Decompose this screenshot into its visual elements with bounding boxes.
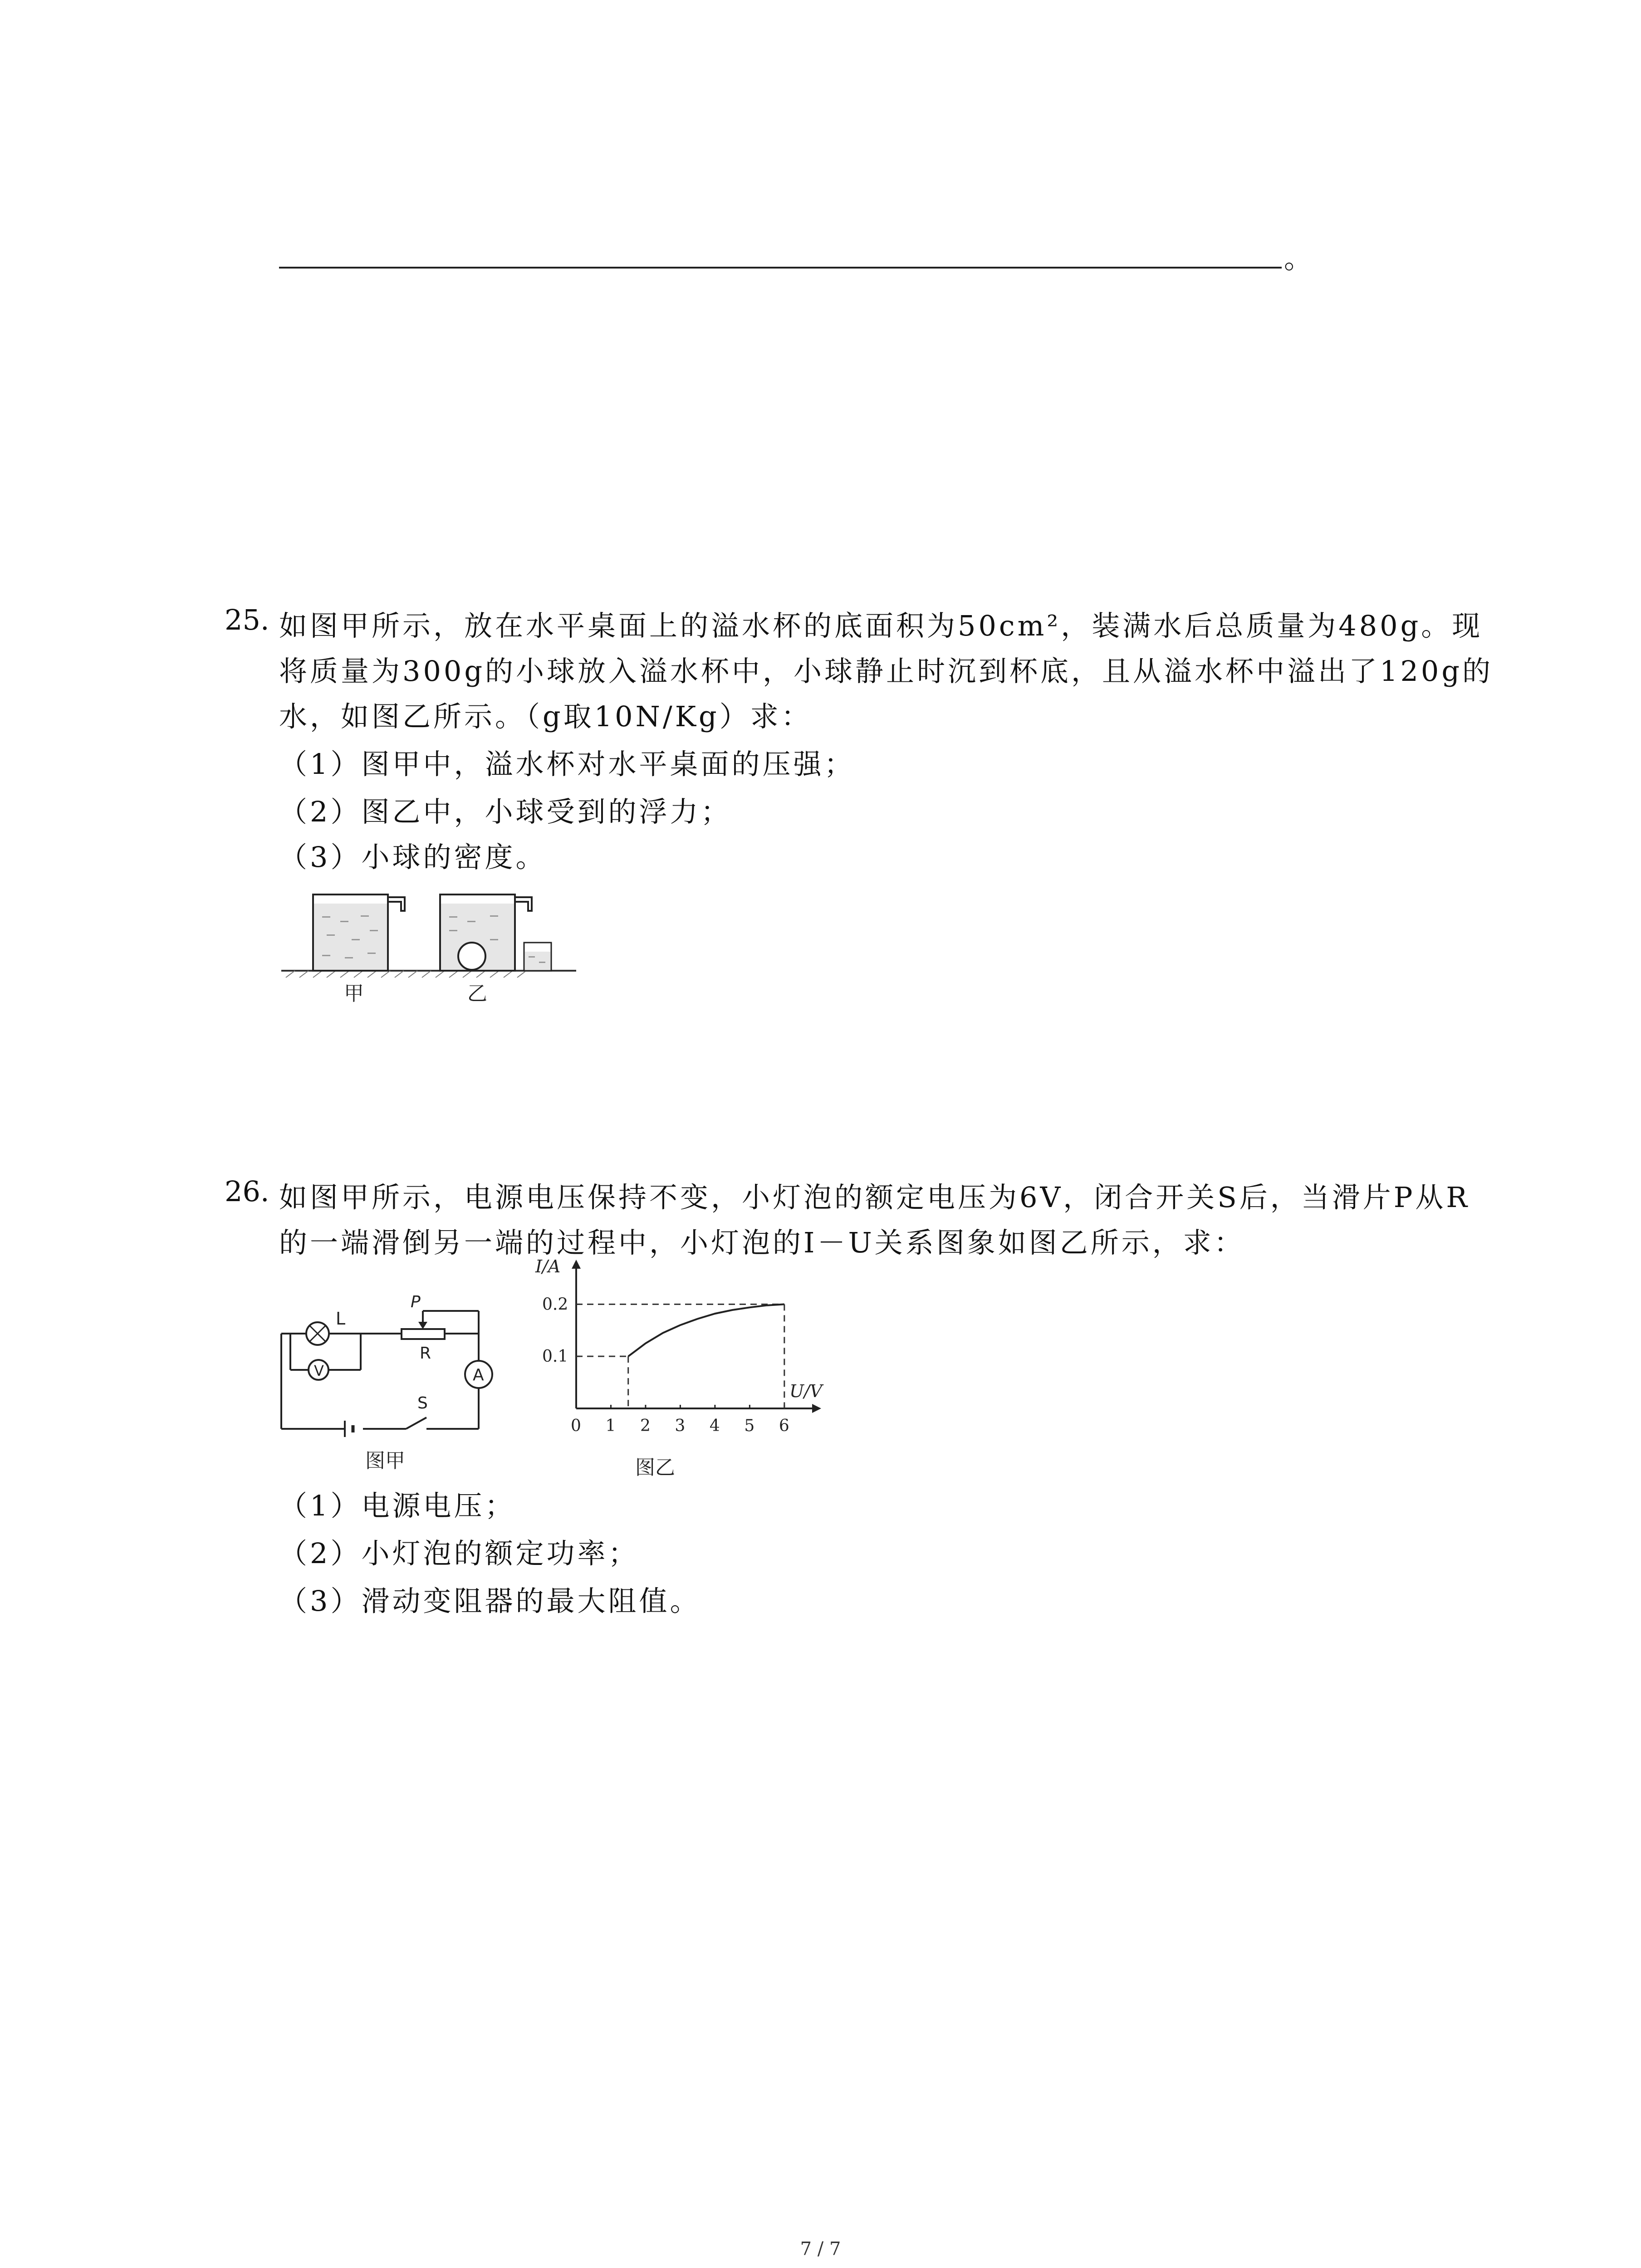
iu-curve: [628, 1304, 784, 1356]
x-tick-label: 1: [605, 1417, 616, 1435]
q26-line-1: 如图甲所示，电源电压保持不变，小灯泡的额定电压为6V，闭合开关S后，当滑片P从R: [279, 1181, 1470, 1214]
circuit-caption: 图甲: [365, 1449, 405, 1472]
x-axis-label: U/V: [789, 1381, 823, 1401]
voltmeter-label: V: [314, 1362, 324, 1379]
y-axis-label: I/A: [535, 1259, 561, 1276]
page-number: 7 / 7: [800, 2239, 841, 2259]
x-axis-arrow: [812, 1404, 821, 1413]
rheostat-label: R: [420, 1344, 431, 1363]
switch-label: S: [417, 1394, 428, 1413]
q25-line-1: 如图甲所示，放在水平桌面上的溢水杯的底面积为50cm²，装满水后总质量为480g。现: [279, 609, 1483, 642]
label-yi: 乙: [467, 982, 487, 1005]
iu-chart: [522, 1259, 839, 1486]
q25-number: 25.: [225, 603, 269, 636]
x-tick-label: 4: [709, 1417, 720, 1435]
x-tick-label: 0: [571, 1417, 581, 1435]
y-tick-label: 0.2: [542, 1295, 568, 1314]
q25-line-3: 水，如图乙所示。（g取10N/Kg）求：: [279, 700, 812, 733]
q25-sub-2: （2）图乙中，小球受到的浮力；: [279, 795, 732, 828]
lamp-label: L: [336, 1309, 346, 1329]
q25-sub-1: （1）图甲中，溢水杯对水平桌面的压强；: [279, 748, 855, 781]
end-period: 。: [1284, 242, 1313, 275]
q26-sub-3: （3）滑动变阻器的最大阻值。: [279, 1584, 701, 1618]
x-tick-label: 2: [640, 1417, 651, 1435]
ammeter-label: A: [473, 1366, 484, 1384]
overflow-cup-figure: [277, 875, 585, 1007]
cup-jia: [313, 894, 405, 971]
answer-blank-line: [279, 267, 1282, 269]
q26-sub-1: （1）电源电压；: [279, 1489, 516, 1522]
q26-sub-2: （2）小灯泡的额定功率；: [279, 1537, 639, 1570]
x-tick-label: 3: [675, 1417, 686, 1435]
y-tick-label: 0.1: [542, 1347, 568, 1366]
circuit-diagram: [272, 1293, 499, 1474]
q26-line-2: 的一端滑倒另一端的过程中，小灯泡的I－U关系图象如图乙所示，求：: [279, 1226, 1245, 1259]
label-jia: 甲: [344, 982, 364, 1005]
chart-caption: 图乙: [635, 1456, 675, 1479]
x-tick-label: 6: [779, 1417, 789, 1435]
slider-label: P: [411, 1293, 421, 1311]
y-axis-arrow: [572, 1260, 581, 1269]
q25-line-2: 将质量为300g的小球放入溢水杯中，小球静止时沉到杯底，且从溢水杯中溢出了120g的: [279, 655, 1494, 688]
q26-number: 26.: [225, 1175, 269, 1208]
q25-sub-3: （3）小球的密度。: [279, 841, 547, 874]
cup-yi: [440, 894, 551, 971]
x-tick-label: 5: [744, 1417, 755, 1435]
